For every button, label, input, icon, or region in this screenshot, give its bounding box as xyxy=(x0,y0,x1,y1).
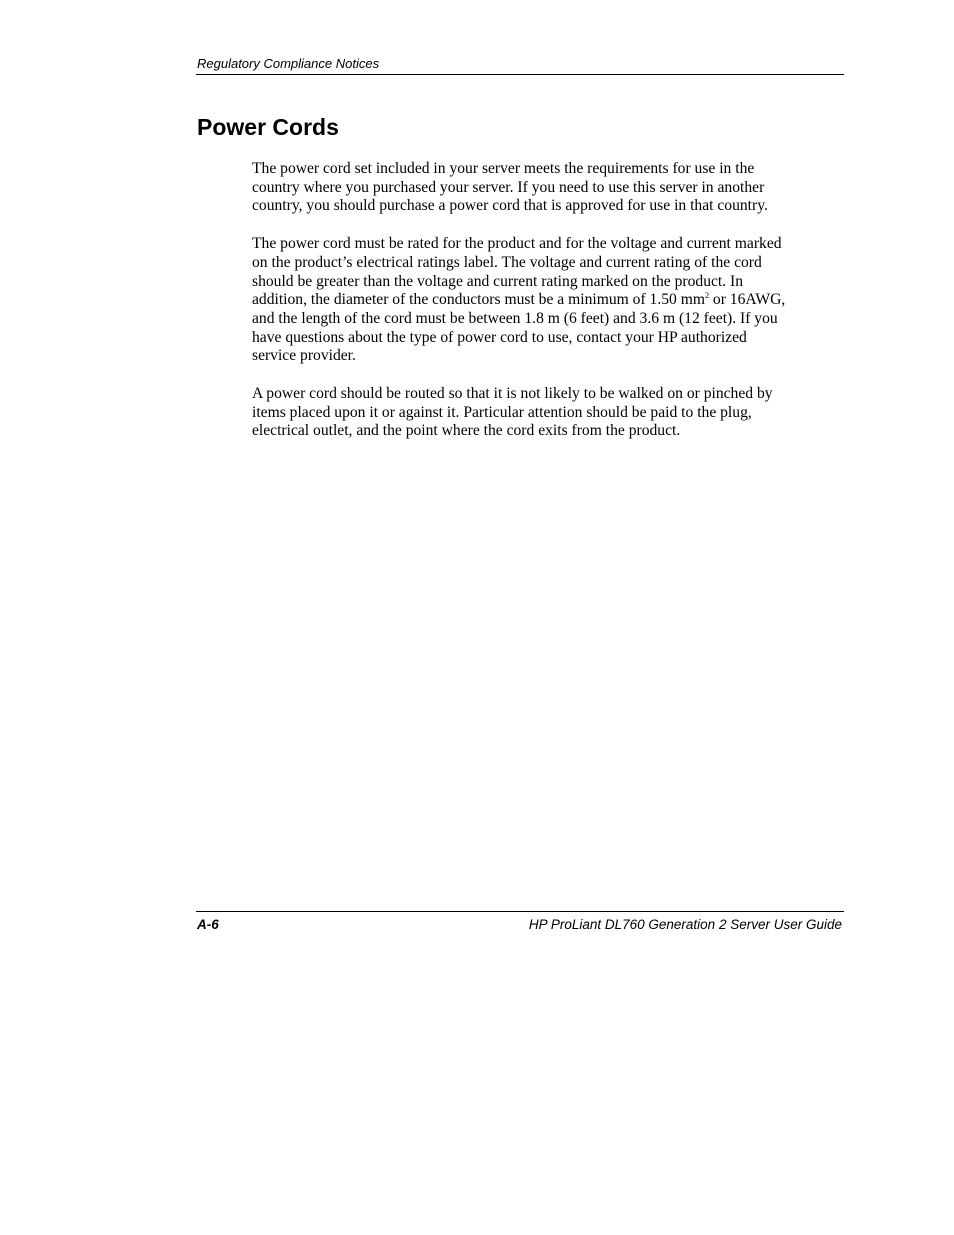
page-number: A-6 xyxy=(197,917,219,932)
text-line: have questions about the type of power cord to use, contact your HP authorized xyxy=(252,328,747,346)
text-line: on the product’s electrical ratings label. The voltage and current rating of the cord xyxy=(252,253,762,271)
running-footer xyxy=(196,911,844,936)
text-line xyxy=(252,291,852,310)
text-line: country, you should purchase a power cord that is approved for use in that country. xyxy=(252,197,768,215)
superscript: 2 xyxy=(705,291,709,301)
text-line: and the length of the cord must be between 1.8 m (6 feet) and 3.6 m (12 feet). If you xyxy=(252,309,778,327)
header-section-name: Regulatory Compliance Notices xyxy=(197,56,380,71)
text-line: A power cord should be routed so that it is not likely to be walked on or pinched by xyxy=(252,385,773,403)
text-line: items placed upon it or against it. Particular attention should be paid to the plug, xyxy=(252,403,752,421)
text-line: electrical outlet, and the point where the cord exits from the product. xyxy=(252,422,681,440)
text-line: The power cord set included in your server meets the requirements for use in the xyxy=(252,160,755,177)
page-title: Power Cords xyxy=(197,114,339,140)
paragraph-power-cord-routing xyxy=(252,385,852,441)
paragraph-power-cord-set xyxy=(252,160,852,216)
text-fragment: addition, the diameter of the conductors must be a minimum of 1.50 mm xyxy=(252,291,705,309)
text-line: The power cord must be rated for the product and for the voltage and current marked xyxy=(252,235,782,253)
body-text xyxy=(252,160,852,460)
paragraph-power-cord-rating xyxy=(252,235,852,366)
guide-title: HP ProLiant DL760 Generation 2 Server User Guide xyxy=(528,917,842,932)
text-line: should be greater than the voltage and current rating marked on the product. In xyxy=(252,272,744,290)
text-line: service provider. xyxy=(252,347,356,365)
running-header xyxy=(196,55,844,75)
text-fragment: or 16AWG, xyxy=(709,291,786,309)
text-line: country where you purchased your server. If you need to use this server in another xyxy=(252,178,765,196)
